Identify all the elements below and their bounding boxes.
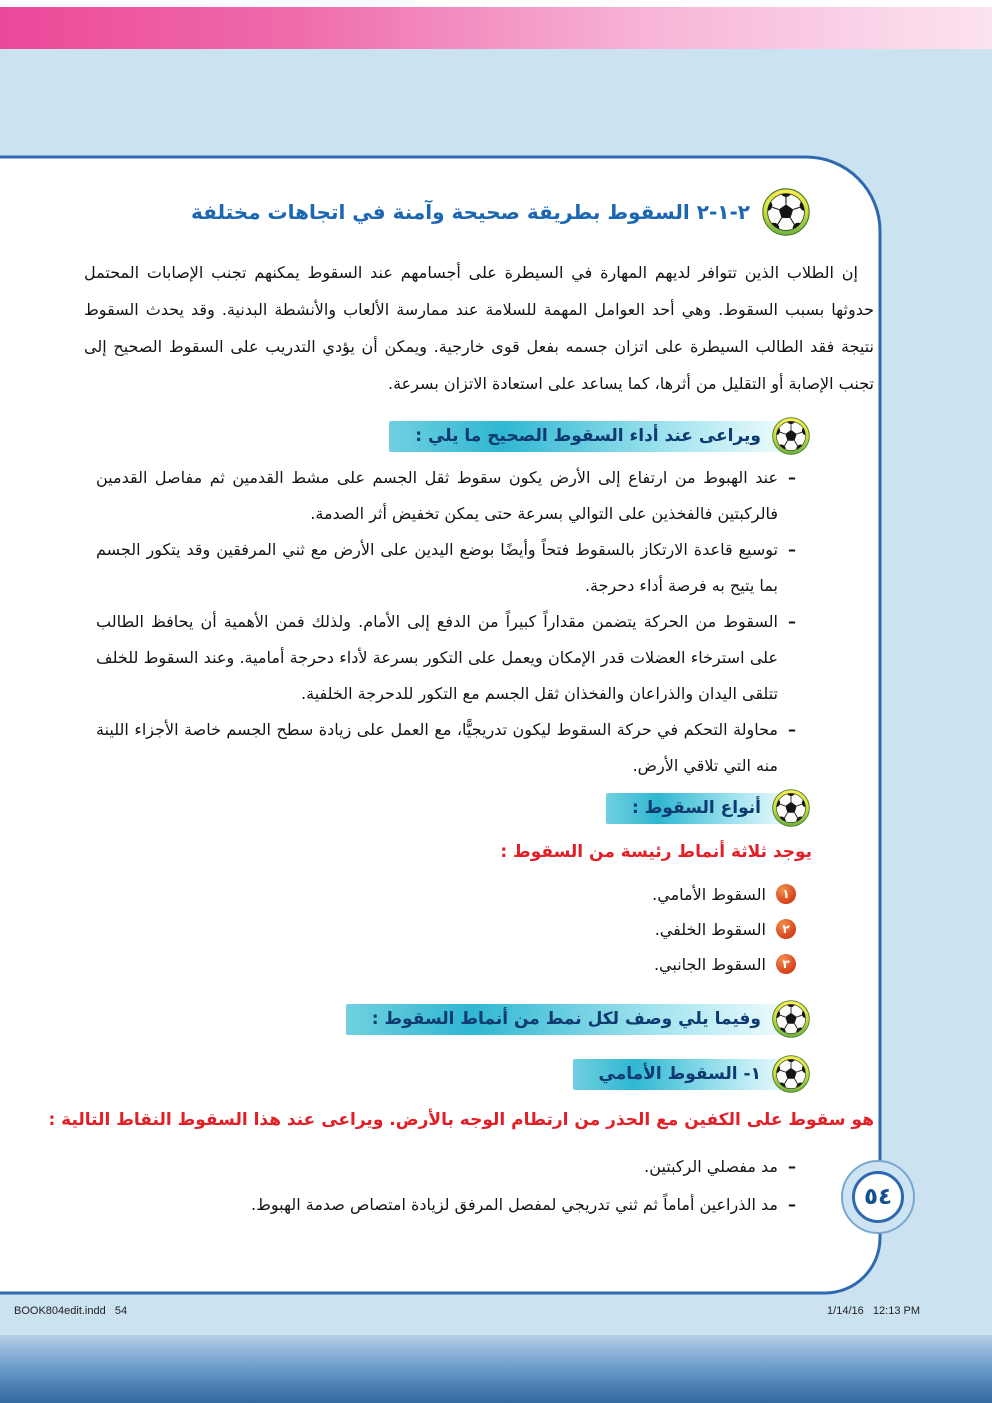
- list-item-text: عند الهبوط من ارتفاع إلى الأرض يكون سقوط ثقل الجسم على مشط القدمين ثم مفاصل القدمين فالركبتين فالفخذين على التوالي بسرعة حتى يمكن تخفيض أثر الصدمة.: [96, 468, 778, 523]
- section-header-bar: [346, 1004, 791, 1035]
- list-item: [96, 604, 796, 712]
- numbered-item: [652, 954, 796, 974]
- list-item: [96, 532, 796, 604]
- list-item: [96, 1148, 796, 1186]
- front-fall-lead: هو سقوط على الكفين مع الحذر من ارتطام الوجه بالأرض. ويراعى عند هذا السقوط النقاط التالية :: [48, 1110, 874, 1130]
- soccer-ball-icon: [772, 789, 810, 827]
- soccer-ball-icon: [772, 1000, 810, 1038]
- section-header-fall-types: [606, 789, 810, 827]
- footer-filename: BOOK804edit.indd 54: [14, 1305, 128, 1317]
- list-item-text: محاولة التحكم في حركة السقوط ليكون تدريجيًّا، مع العمل على زيادة سطح الجسم خاصة الأجزاء اللينة منه التي تلاقي الأرض.: [96, 720, 778, 775]
- section-header-text: ١- السقوط الأمامي: [598, 1064, 761, 1084]
- section-header-text: أنواع السقوط :: [631, 798, 761, 818]
- section-header-text: ويراعى عند أداء السقوط الصحيح ما يلي :: [415, 426, 761, 446]
- section-header-front-fall: [573, 1055, 810, 1093]
- section-header-text: وفيما يلي وصف لكل نمط من أنماط السقوط :: [371, 1009, 761, 1029]
- lesson-title-row: [191, 188, 810, 236]
- list-item-text: مد مفصلي الركبتين.: [644, 1157, 778, 1176]
- bullet-dash: –: [788, 720, 796, 739]
- content-area: [48, 170, 874, 1293]
- bullet-dash: –: [788, 1195, 796, 1214]
- list-item-text: السقوط من الحركة يتضمن مقداراً كبيراً من الدفع إلى الأمام. ولذلك فمن الأهمية أن يحافظ الطالب على استرخاء العضلات قدر الإمكان ويعمل على التكور بسرعة لأداء دحرجة أمامية. وعند السقوط للخلف تتلقى اليدان والذراعان والفخذان ثقل الجسم مع التكور للدحرجة الخلفية.: [96, 612, 778, 703]
- fall-types-lead: يوجد ثلاثة أنماط رئيسة من السقوط :: [500, 842, 812, 862]
- bullet-dash: –: [788, 468, 796, 487]
- bottom-decorative-bar: [0, 1335, 992, 1403]
- section-header-bar: [573, 1059, 791, 1090]
- front-fall-list: [96, 1148, 796, 1224]
- page-number: ٥٤: [852, 1171, 904, 1223]
- fall-types-list: [652, 884, 796, 974]
- soccer-ball-icon: [772, 417, 810, 455]
- number-badge: ١: [776, 884, 796, 904]
- list-item: [96, 712, 796, 784]
- section-header-description: [346, 1000, 810, 1038]
- list-item-text: توسيع قاعدة الارتكاز بالسقوط فتحاً وأيضًا بوضع اليدين على الأرض مع ثني المرفقين وقد يتكور الجسم بما يتيح به فرصة أداء دحرجة.: [96, 540, 778, 595]
- guidelines-list: [96, 460, 796, 784]
- soccer-ball-icon: [772, 1055, 810, 1093]
- lesson-title: ٢-١-٢ السقوط بطريقة صحيحة وآمنة في اتجاهات مختلفة: [190, 200, 750, 224]
- numbered-item-text: السقوط الجانبي.: [653, 954, 766, 974]
- intro-paragraph: إن الطلاب الذين تتوافر لديهم المهارة في السيطرة على أجسامهم عند السقوط يمكنهم تجنب الإصابات المحتمل حدوثها بسبب السقوط. وهي أحد العوامل المهمة للسلامة عند ممارسة الألعاب والأنشطة البدنية. وقد يحدث السقوط نتيجة فقد الطالب السيطرة على اتزان جسمه بفعل قوى خارجية. ويمكن أن يؤدي التدريب على السقوط الصحيح إلى تجنب الإصابة أو التقليل من أثرها، كما يساعد على استعادة الاتزان بسرعة.: [84, 263, 874, 393]
- number-badge: ٢: [776, 919, 796, 939]
- list-item: [96, 460, 796, 532]
- page-number-badge: [841, 1160, 915, 1234]
- numbered-item: [652, 884, 796, 904]
- bullet-dash: –: [788, 540, 796, 559]
- section-header-bar: [389, 421, 791, 452]
- footer-datetime: 1/14/16 12:13 PM: [827, 1305, 920, 1317]
- number-badge: ٣: [776, 954, 796, 974]
- list-item-text: مد الذراعين أماماً ثم ثني تدريجي لمفصل المرفق لزيادة امتصاص صدمة الهبوط.: [251, 1195, 778, 1214]
- list-item: [96, 1186, 796, 1224]
- soccer-ball-icon: [762, 188, 810, 236]
- bullet-dash: –: [788, 1157, 796, 1176]
- section-header-guidelines: [389, 417, 810, 455]
- section-header-bar: [606, 793, 791, 824]
- numbered-item: [652, 919, 796, 939]
- bullet-dash: –: [788, 612, 796, 631]
- numbered-item-text: السقوط الأمامي.: [652, 884, 766, 904]
- numbered-item-text: السقوط الخلفي.: [654, 919, 766, 939]
